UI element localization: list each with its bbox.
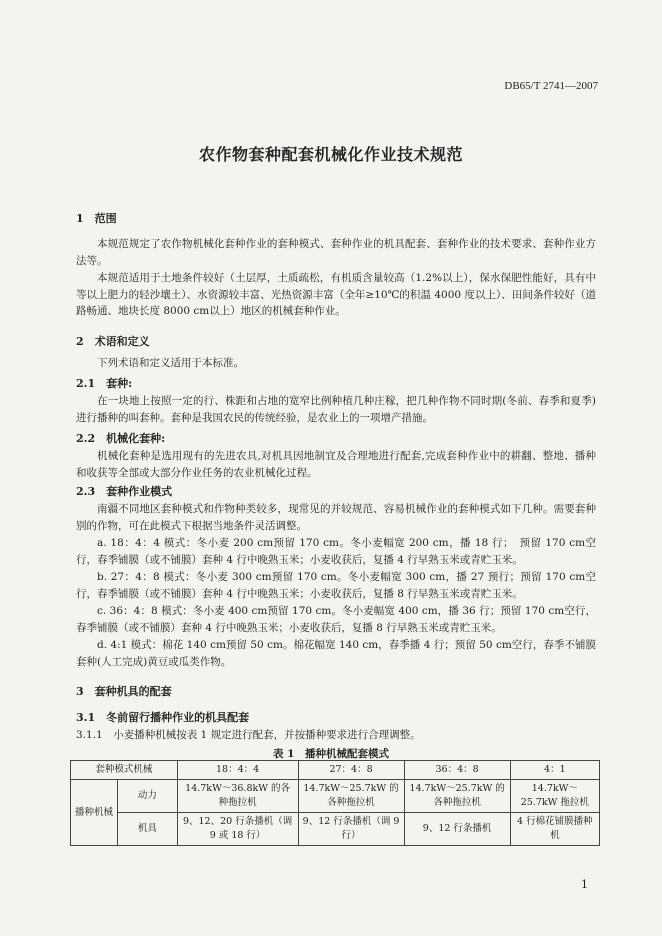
page-number: 1: [581, 878, 588, 891]
table-cell: 9、12 行条播机: [404, 813, 510, 846]
section-2-heading: 2 术语和定义: [76, 335, 150, 348]
table-row: [71, 813, 600, 846]
section-3-1-heading: 3.1 冬前留行播种作业的机具配套: [76, 711, 250, 724]
mode-c: c. 36：4：8 模式：冬小麦 400 cm预留 170 cm。冬小麦幅宽 400 cm，播 36 行；预留 170 cm空行，春季铺膜（或不铺膜）套种 4 行中晚熟玉米；小麦收获后，复播 8 行早熟玉米或青贮玉米。: [76, 605, 596, 634]
clause-3-1-1: 3.1.1 小麦播种机械按表 1 规定进行配套，并按播种要求进行合理调整。: [76, 729, 421, 741]
table-header-row: [71, 761, 600, 780]
term-2-1-heading: 2.1 套种:: [76, 377, 133, 390]
scope-paragraph-1: 本规范规定了农作物机械化套种作业的套种模式、套种作业的机具配套、套种作业的技术要求、套种作业方法等。: [76, 238, 596, 267]
mode-a: a. 18：4：4 模式：冬小麦 200 cm预留 170 cm。冬小麦幅宽 200 cm，播 18 行； 预留 170 cm空行，春季铺膜（或不铺膜）套种 4 行中晚熟玉米；小麦收获后，复播 4 行早熟玉米或青贮玉米。: [76, 537, 596, 566]
machinery-table: [70, 760, 600, 846]
section-3-heading: 3 套种机具的配套: [76, 685, 172, 698]
table-mode: 27：4：8: [298, 761, 404, 780]
section-1-heading: 1 范围: [76, 212, 117, 225]
table-row: [71, 780, 600, 813]
mode-d: d. 4:1 模式：棉花 140 cm预留 50 cm。棉花幅宽 140 cm，春季播 4 行；预留 50 cm空行，春季不铺膜套种(人工完成)黄豆或瓜类作物。: [76, 639, 596, 668]
scope-paragraph-2: 本规范适用于土地条件较好（土层厚，土质疏松，有机质含量较高（1.2%以上），保水保肥性能好，具有中等以上肥力的轻沙壤土）、水资源较丰富、光热资源丰富（全年≥10℃的积温 4000 度以上）、田间条件较好（道路畅通、地块长度 8000 cm以上）地区的机械套种作业。: [76, 272, 596, 317]
table-head-label: 套种模式机械: [71, 761, 178, 780]
table-cell: 14.7kW～25.7kW 的各种拖拉机: [404, 780, 510, 813]
table-mode: 18：4：4: [177, 761, 298, 780]
term-2-1-text: 在一块地上按照一定的行、株距和占地的宽窄比例种植几种庄稼，把几种作物不同时期(冬前、春季和夏季)进行播种的叫套种。套种是我国农民的传统经验，是农业上的一项增产措施。: [76, 395, 596, 424]
table-cell: 14.7kW～25.7kW 拖拉机: [510, 780, 599, 813]
terms-intro: 下列术语和定义适用于本标准。: [97, 357, 244, 369]
table-cell: 9、12 行条播机（调 9 行）: [298, 813, 404, 846]
table-group-label: 播种机械: [71, 780, 118, 846]
table-row-label: 机具: [118, 813, 178, 846]
table-cell: 14.7kW～36.8kW 的各种拖拉机: [177, 780, 298, 813]
page-title: 农作物套种配套机械化作业技术规范: [198, 145, 463, 164]
term-2-3-heading: 2.3 套种作业模式: [76, 485, 173, 498]
table-mode: 4：1: [510, 761, 599, 780]
term-2-2-text: 机械化套种是选用现有的先进农具,对机具因地制宜及合理地进行配套,完成套种作业中的耕翻、整地、播种和收获等全部或大部分作业任务的农业机械化过程。: [76, 450, 596, 479]
table-cell: 9、12、20 行条播机（调 9 或 18 行）: [177, 813, 298, 846]
standard-number: DB65/T 2741—2007: [504, 80, 598, 92]
table-cell: 4 行棉花铺膜播种机: [510, 813, 599, 846]
table-row-label: 动力: [118, 780, 178, 813]
table-cell: 14.7kW～25.7kW 的各种拖拉机: [298, 780, 404, 813]
term-2-3-text: 南疆不同地区套种模式和作物种类较多，现常见的并较规范、容易机械作业的套种模式如下几种。需要套种别的作物，可在此模式下根据当地条件灵活调整。: [76, 503, 596, 532]
term-2-2-heading: 2.2 机械化套种:: [76, 432, 166, 445]
table-caption: 表 1 播种机械配套模式: [273, 748, 389, 760]
mode-b: b. 27：4：8 模式：冬小麦 300 cm预留 170 cm。冬小麦幅宽 300 cm，播 27 预行；预留 170 cm空行，春季铺膜（或不铺膜）套种 4 行中晚熟玉米；小麦收获后，复播 8 行早熟玉米或青贮玉米。: [76, 571, 596, 600]
table-mode: 36：4：8: [404, 761, 510, 780]
